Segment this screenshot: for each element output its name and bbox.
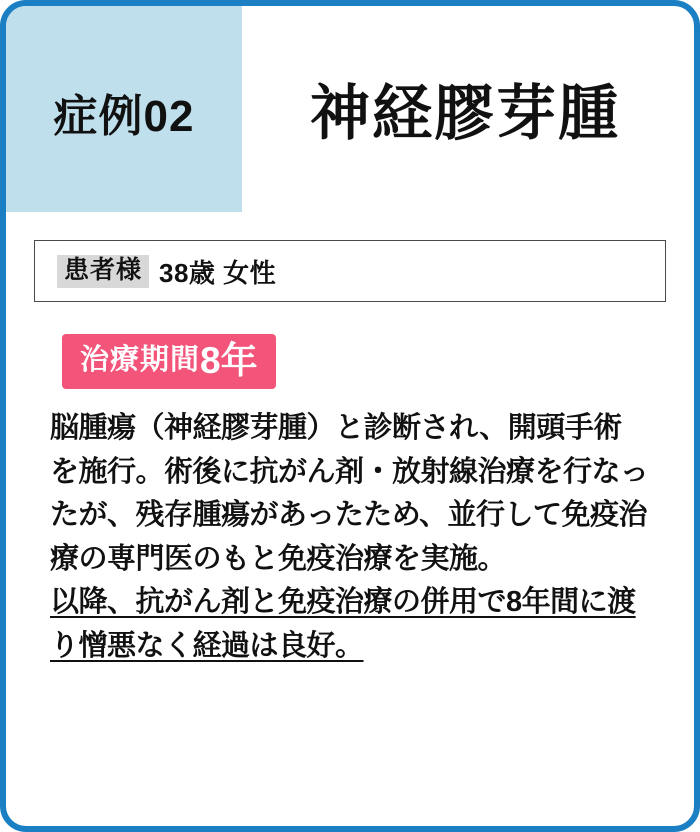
patient-info-box bbox=[34, 240, 666, 302]
case-description bbox=[50, 407, 650, 668]
treatment-duration-row bbox=[62, 334, 694, 389]
card-inner bbox=[6, 6, 694, 826]
treatment-duration-label: 治療期間 bbox=[80, 344, 201, 376]
treatment-duration-badge bbox=[62, 334, 276, 389]
case-number-badge: 症例02 bbox=[6, 6, 242, 212]
treatment-duration-value: 8年 bbox=[200, 340, 258, 381]
patient-tag-label: 患者様 bbox=[57, 255, 149, 288]
case-description-paragraph-2: 以降、抗がん剤と免疫治療の併用で8年間に渡り憎悪なく経過は良好。 bbox=[50, 586, 636, 662]
patient-demographics: 38歳 女性 bbox=[159, 257, 277, 288]
card-header bbox=[6, 6, 694, 212]
case-description-paragraph-1: 脳腫瘍（神経膠芽腫）と診断され、開頭手術を施行。術後に抗がん剤・放射線治療を行なったが、残存腫瘍があったため、並行して免疫治療の専門医のもと免疫治療を実施。 bbox=[50, 412, 649, 575]
disease-title: 神経膠芽腫 bbox=[310, 80, 620, 147]
